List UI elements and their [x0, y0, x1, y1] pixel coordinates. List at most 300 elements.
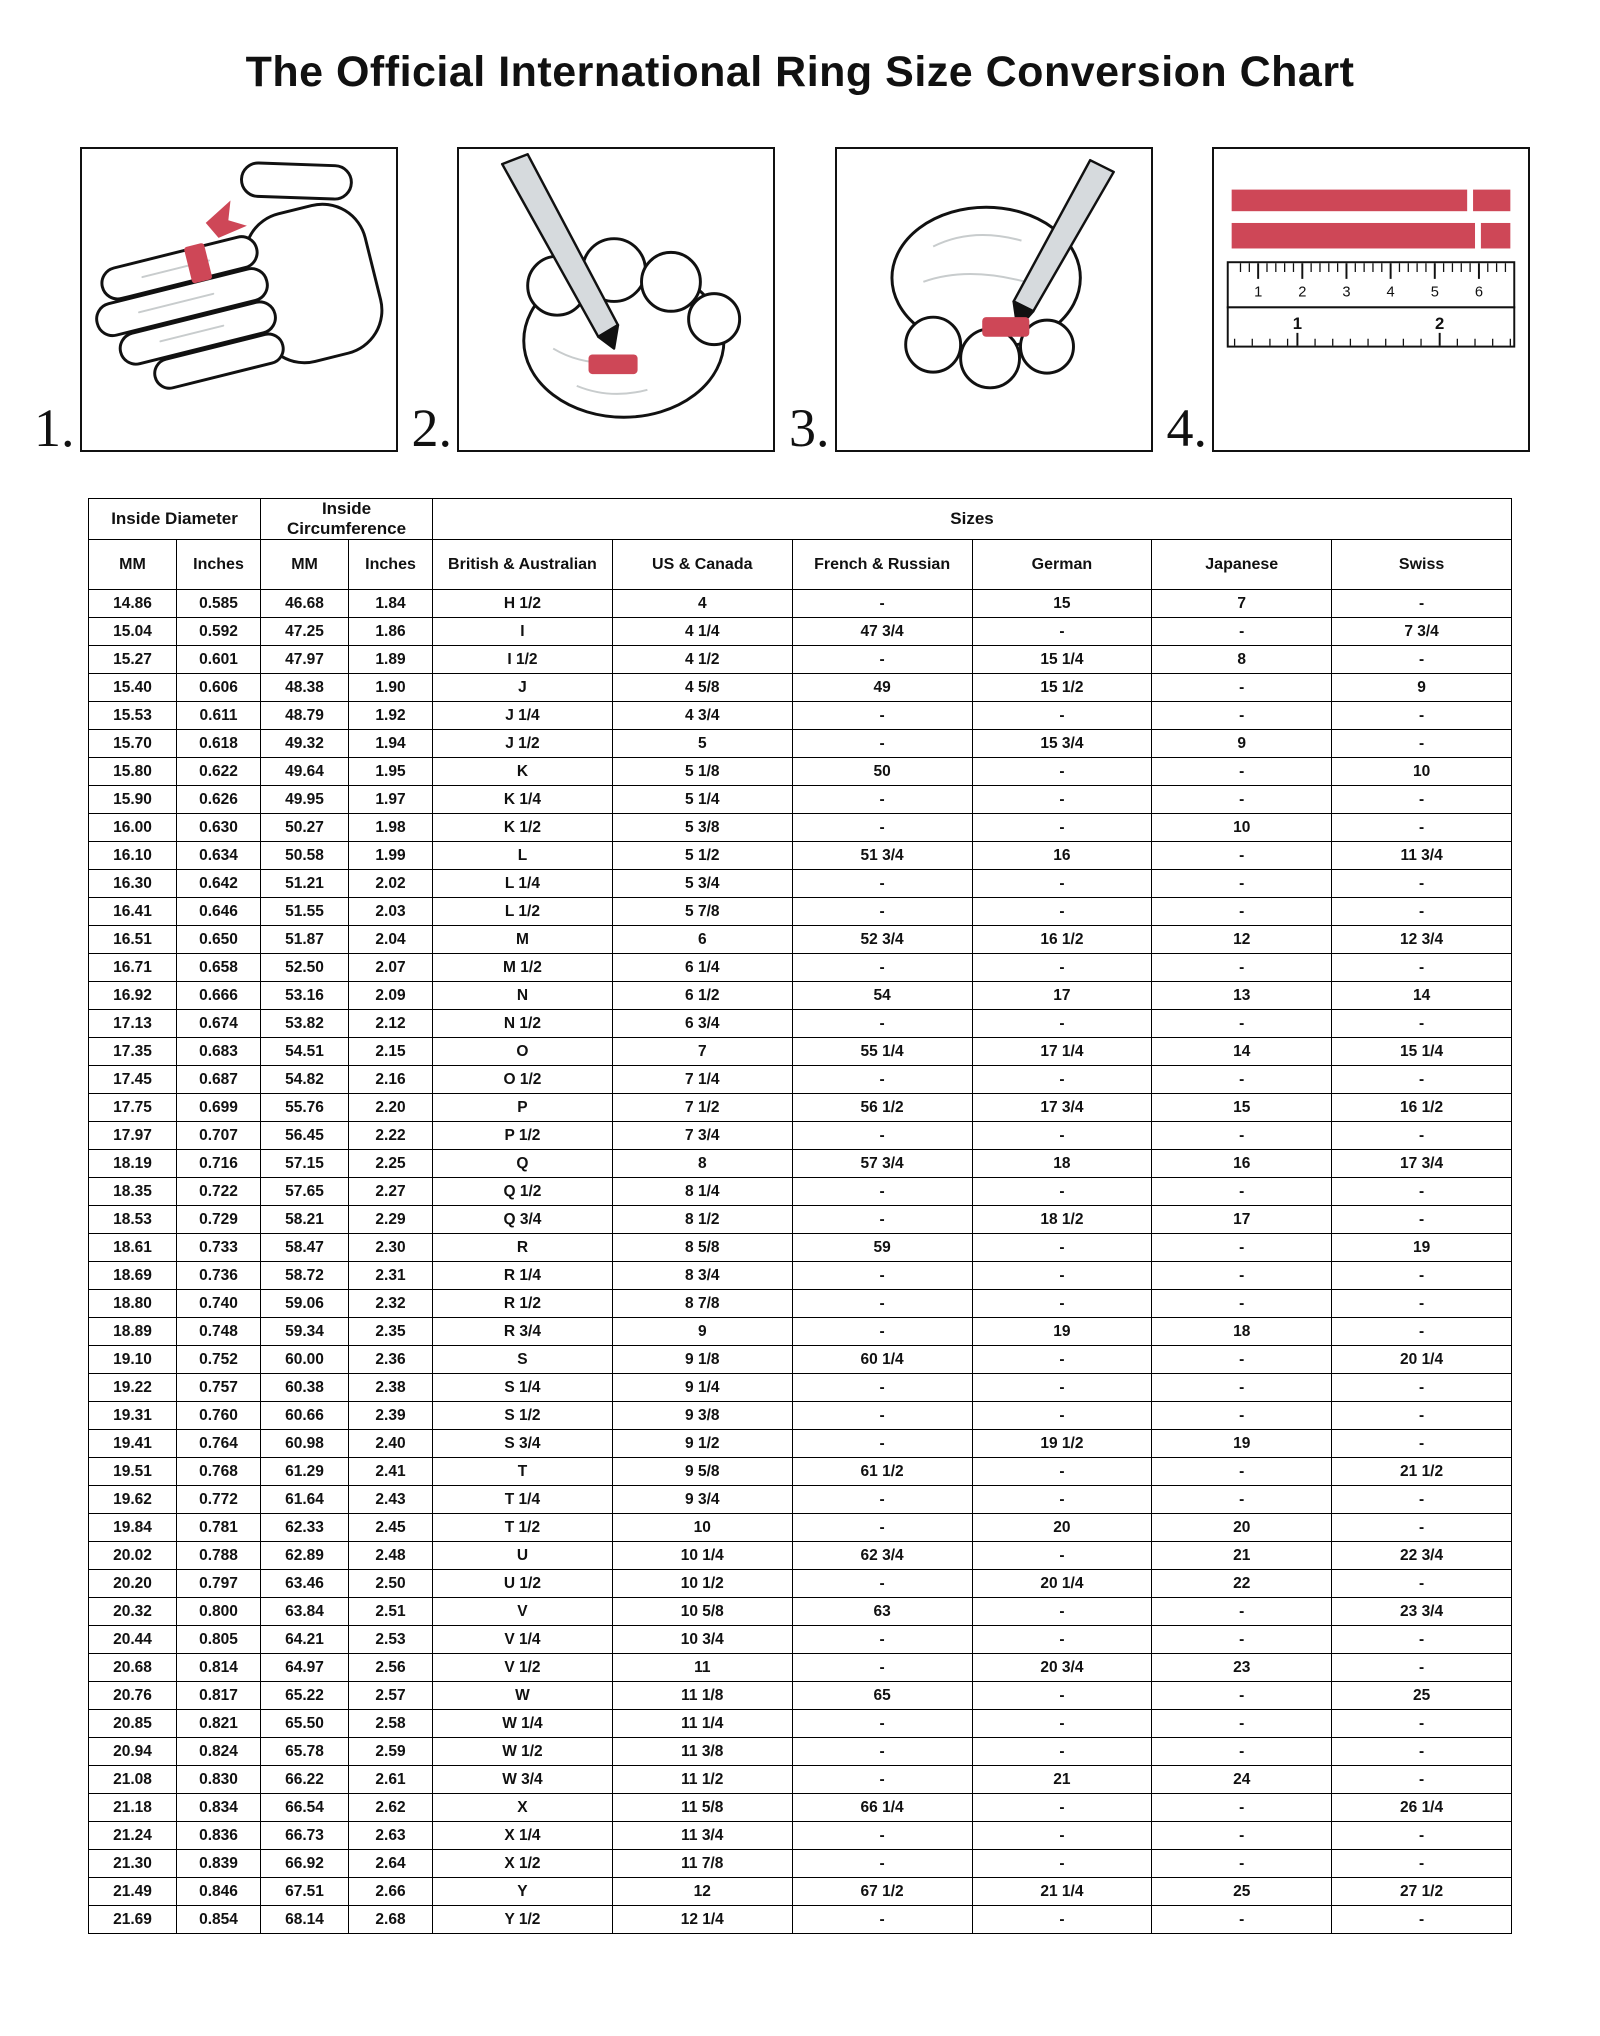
table-cell: T: [433, 1458, 613, 1486]
table-cell: 49.32: [261, 730, 349, 758]
table-cell: P: [433, 1094, 613, 1122]
table-cell: -: [1152, 1682, 1332, 1710]
table-cell: 21.69: [89, 1906, 177, 1934]
column-header: Swiss: [1332, 540, 1512, 590]
table-row: [89, 1570, 1512, 1598]
table-cell: 21: [972, 1766, 1152, 1794]
table-cell: 22 3/4: [1332, 1542, 1512, 1570]
table-cell: 27 1/2: [1332, 1878, 1512, 1906]
table-cell: 61.29: [261, 1458, 349, 1486]
table-cell: 23: [1152, 1654, 1332, 1682]
table-cell: 4 5/8: [612, 674, 792, 702]
table-cell: -: [792, 954, 972, 982]
table-cell: 18: [1152, 1318, 1332, 1346]
table-cell: L 1/4: [433, 870, 613, 898]
table-cell: -: [972, 1598, 1152, 1626]
table-cell: 49: [792, 674, 972, 702]
table-cell: -: [1332, 1374, 1512, 1402]
table-cell: -: [972, 870, 1152, 898]
table-cell: 20.44: [89, 1626, 177, 1654]
table-cell: S 3/4: [433, 1430, 613, 1458]
table-cell: -: [1332, 1654, 1512, 1682]
table-row: [89, 1318, 1512, 1346]
table-cell: 10 3/4: [612, 1626, 792, 1654]
table-cell: -: [1332, 1262, 1512, 1290]
table-cell: 11 1/2: [612, 1766, 792, 1794]
table-cell: -: [792, 1178, 972, 1206]
table-row: [89, 1346, 1512, 1374]
table-cell: 20.32: [89, 1598, 177, 1626]
table-cell: 18 1/2: [972, 1206, 1152, 1234]
table-cell: 55 1/4: [792, 1038, 972, 1066]
table-cell: 0.666: [177, 982, 261, 1010]
table-cell: -: [792, 1122, 972, 1150]
table-cell: 0.834: [177, 1794, 261, 1822]
table-cell: 16.51: [89, 926, 177, 954]
table-cell: 15.90: [89, 786, 177, 814]
column-header: US & Canada: [612, 540, 792, 590]
table-cell: -: [1332, 646, 1512, 674]
ruler-number: 5: [1430, 284, 1439, 301]
table-cell: 16.92: [89, 982, 177, 1010]
table-cell: 15 1/4: [972, 646, 1152, 674]
table-cell: -: [1152, 1346, 1332, 1374]
ring-size-table: [88, 498, 1512, 1934]
table-cell: -: [1152, 758, 1332, 786]
table-cell: 12: [1152, 926, 1332, 954]
table-cell: 49.95: [261, 786, 349, 814]
page-title: The Official International Ring Size Conversion Chart: [245, 48, 1355, 96]
table-cell: 5 1/4: [612, 786, 792, 814]
table-cell: -: [1152, 898, 1332, 926]
table-cell: 62 3/4: [792, 1542, 972, 1570]
table-cell: 11: [612, 1654, 792, 1682]
table-cell: -: [792, 1206, 972, 1234]
table-cell: 47.97: [261, 646, 349, 674]
table-cell: -: [792, 1290, 972, 1318]
hand-outline: [82, 149, 396, 410]
table-cell: 60 1/4: [792, 1346, 972, 1374]
table-cell: 62.89: [261, 1542, 349, 1570]
table-cell: -: [1152, 1598, 1332, 1626]
table-cell: 9 3/8: [612, 1402, 792, 1430]
table-cell: 66.92: [261, 1850, 349, 1878]
table-cell: 2.15: [349, 1038, 433, 1066]
table-cell: -: [1152, 1710, 1332, 1738]
table-cell: I: [433, 618, 613, 646]
table-row: [89, 730, 1512, 758]
table-cell: 2.50: [349, 1570, 433, 1598]
table-cell: 15.27: [89, 646, 177, 674]
table-cell: -: [792, 1066, 972, 1094]
table-cell: 51.21: [261, 870, 349, 898]
table-cell: 67.51: [261, 1878, 349, 1906]
table-cell: 16 1/2: [972, 926, 1152, 954]
table-cell: 47.25: [261, 618, 349, 646]
table-cell: -: [1332, 1906, 1512, 1934]
table-cell: 15.40: [89, 674, 177, 702]
table-cell: -: [1332, 1710, 1512, 1738]
table-cell: J 1/2: [433, 730, 613, 758]
table-row: [89, 1290, 1512, 1318]
column-header: Japanese: [1152, 540, 1332, 590]
table-cell: 1.89: [349, 646, 433, 674]
table-cell: 51.55: [261, 898, 349, 926]
table-cell: 0.748: [177, 1318, 261, 1346]
table-row: [89, 702, 1512, 730]
table-cell: -: [1152, 870, 1332, 898]
table-cell: -: [972, 898, 1152, 926]
table-cell: 0.658: [177, 954, 261, 982]
table-cell: 66.54: [261, 1794, 349, 1822]
table-cell: -: [1152, 1822, 1332, 1850]
table-cell: 60.98: [261, 1430, 349, 1458]
column-header: MM: [89, 540, 177, 590]
table-cell: 17.45: [89, 1066, 177, 1094]
table-cell: 2.22: [349, 1122, 433, 1150]
table-cell: I 1/2: [433, 646, 613, 674]
table-cell: 0.733: [177, 1234, 261, 1262]
table-cell: 0.800: [177, 1598, 261, 1626]
table-cell: 0.642: [177, 870, 261, 898]
table-cell: -: [1332, 730, 1512, 758]
table-cell: 65.78: [261, 1738, 349, 1766]
table-cell: 22: [1152, 1570, 1332, 1598]
table-cell: 2.16: [349, 1066, 433, 1094]
table-cell: 15 3/4: [972, 730, 1152, 758]
table-cell: 7: [612, 1038, 792, 1066]
table-cell: 9 1/4: [612, 1374, 792, 1402]
table-cell: M: [433, 926, 613, 954]
table-cell: -: [1152, 1402, 1332, 1430]
table-cell: -: [1152, 1906, 1332, 1934]
table-cell: 66.73: [261, 1822, 349, 1850]
table-cell: 2.58: [349, 1710, 433, 1738]
table-cell: 21.24: [89, 1822, 177, 1850]
table-cell: -: [792, 786, 972, 814]
table-row: [89, 1654, 1512, 1682]
table-cell: -: [1152, 1262, 1332, 1290]
table-cell: 57 3/4: [792, 1150, 972, 1178]
table-row: [89, 786, 1512, 814]
table-cell: 0.757: [177, 1374, 261, 1402]
table-cell: -: [1152, 1290, 1332, 1318]
table-cell: -: [1332, 1626, 1512, 1654]
table-cell: 11 3/4: [612, 1822, 792, 1850]
table-cell: 11 1/4: [612, 1710, 792, 1738]
table-cell: 15: [1152, 1094, 1332, 1122]
table-cell: 58.47: [261, 1234, 349, 1262]
column-header: German: [972, 540, 1152, 590]
table-cell: -: [972, 1822, 1152, 1850]
table-cell: 57.15: [261, 1150, 349, 1178]
table-cell: 57.65: [261, 1178, 349, 1206]
table-cell: 19: [972, 1318, 1152, 1346]
table-cell: 4 1/4: [612, 618, 792, 646]
table-cell: 10 5/8: [612, 1598, 792, 1626]
table-cell: 2.04: [349, 926, 433, 954]
table-cell: 2.12: [349, 1010, 433, 1038]
table-cell: 5 3/8: [612, 814, 792, 842]
table-cell: 2.68: [349, 1906, 433, 1934]
table-cell: -: [792, 702, 972, 730]
table-row: [89, 1850, 1512, 1878]
table-cell: 17 3/4: [972, 1094, 1152, 1122]
table-cell: T 1/4: [433, 1486, 613, 1514]
table-cell: J: [433, 674, 613, 702]
table-cell: 50: [792, 758, 972, 786]
table-cell: 20: [972, 1514, 1152, 1542]
table-cell: K 1/4: [433, 786, 613, 814]
table-cell: 15.04: [89, 618, 177, 646]
table-cell: 7 1/4: [612, 1066, 792, 1094]
table-cell: 2.29: [349, 1206, 433, 1234]
table-cell: -: [792, 1710, 972, 1738]
table-cell: 20.76: [89, 1682, 177, 1710]
measurement-steps: [34, 147, 1570, 459]
table-cell: -: [792, 870, 972, 898]
step-4-number: 4.: [1166, 398, 1207, 459]
table-row: [89, 982, 1512, 1010]
table-cell: 17: [972, 982, 1152, 1010]
step-2-panel: [457, 147, 775, 452]
table-cell: 19.10: [89, 1346, 177, 1374]
table-cell: H 1/2: [433, 590, 613, 618]
table-cell: 0.722: [177, 1178, 261, 1206]
table-cell: V 1/2: [433, 1654, 613, 1682]
table-cell: Q 3/4: [433, 1206, 613, 1234]
table-cell: 0.611: [177, 702, 261, 730]
table-cell: 0.699: [177, 1094, 261, 1122]
table-cell: 8: [1152, 646, 1332, 674]
table-cell: -: [1152, 1626, 1332, 1654]
table-cell: -: [972, 814, 1152, 842]
table-cell: 65.50: [261, 1710, 349, 1738]
table-cell: -: [1332, 1178, 1512, 1206]
table-cell: 0.788: [177, 1542, 261, 1570]
table-cell: 12: [612, 1878, 792, 1906]
table-cell: -: [792, 1374, 972, 1402]
table-cell: -: [972, 1542, 1152, 1570]
table-cell: -: [972, 786, 1152, 814]
table-cell: 16: [1152, 1150, 1332, 1178]
table-cell: 1.92: [349, 702, 433, 730]
table-row: [89, 1150, 1512, 1178]
table-cell: 4 1/2: [612, 646, 792, 674]
table-cell: -: [1152, 842, 1332, 870]
table-cell: 2.53: [349, 1626, 433, 1654]
table-cell: R 1/4: [433, 1262, 613, 1290]
table-cell: 2.36: [349, 1346, 433, 1374]
table-cell: 0.729: [177, 1206, 261, 1234]
table-cell: 5 1/2: [612, 842, 792, 870]
table-cell: -: [972, 1178, 1152, 1206]
table-cell: 1.95: [349, 758, 433, 786]
table-cell: 54: [792, 982, 972, 1010]
table-cell: 21.08: [89, 1766, 177, 1794]
table-cell: -: [1332, 954, 1512, 982]
table-cell: -: [1332, 1318, 1512, 1346]
ring-band: [589, 354, 638, 374]
group-header-sizes: Sizes: [433, 499, 1512, 540]
table-cell: -: [972, 1402, 1152, 1430]
table-cell: 23 3/4: [1332, 1598, 1512, 1626]
table-cell: -: [1332, 1738, 1512, 1766]
table-cell: -: [1332, 1402, 1512, 1430]
table-cell: 21 1/4: [972, 1878, 1152, 1906]
table-cell: J 1/4: [433, 702, 613, 730]
table-row: [89, 1178, 1512, 1206]
table-cell: 0.606: [177, 674, 261, 702]
ruler-number: 4: [1386, 284, 1395, 301]
table-cell: 17.97: [89, 1122, 177, 1150]
table-row: [89, 758, 1512, 786]
table-cell: 1.86: [349, 618, 433, 646]
table-cell: -: [972, 758, 1152, 786]
table-cell: 10: [1152, 814, 1332, 842]
table-cell: 56 1/2: [792, 1094, 972, 1122]
table-cell: 55.76: [261, 1094, 349, 1122]
table-cell: -: [1152, 1234, 1332, 1262]
table-row: [89, 898, 1512, 926]
table-cell: Y 1/2: [433, 1906, 613, 1934]
step-3-number: 3.: [789, 398, 830, 459]
table-cell: -: [1152, 954, 1332, 982]
table-cell: 20 1/4: [972, 1570, 1152, 1598]
table-cell: 63: [792, 1598, 972, 1626]
table-cell: 0.707: [177, 1122, 261, 1150]
table-cell: 17: [1152, 1206, 1332, 1234]
table-cell: K 1/2: [433, 814, 613, 842]
table-cell: -: [972, 1710, 1152, 1738]
table-cell: N 1/2: [433, 1010, 613, 1038]
table-cell: 64.21: [261, 1626, 349, 1654]
table-cell: 13: [1152, 982, 1332, 1010]
table-cell: 14: [1152, 1038, 1332, 1066]
table-cell: 19: [1152, 1430, 1332, 1458]
table-cell: P 1/2: [433, 1122, 613, 1150]
table-cell: 2.25: [349, 1150, 433, 1178]
ruler-cm: [1228, 262, 1515, 307]
table-cell: Q 1/2: [433, 1178, 613, 1206]
table-cell: R: [433, 1234, 613, 1262]
table-cell: -: [1152, 1010, 1332, 1038]
table-cell: 64.97: [261, 1654, 349, 1682]
ruler-measurement-illustration: [1214, 149, 1528, 450]
table-cell: 18.19: [89, 1150, 177, 1178]
table-row: [89, 1038, 1512, 1066]
table-cell: 15 1/4: [1332, 1038, 1512, 1066]
ruler-number: 3: [1342, 284, 1351, 301]
table-cell: -: [792, 1318, 972, 1346]
table-cell: 0.630: [177, 814, 261, 842]
table-cell: 1.84: [349, 590, 433, 618]
table-row: [89, 1710, 1512, 1738]
table-cell: 2.39: [349, 1402, 433, 1430]
table-row: [89, 1878, 1512, 1906]
table-cell: S 1/4: [433, 1374, 613, 1402]
table-cell: 0.760: [177, 1402, 261, 1430]
table-cell: -: [1152, 1738, 1332, 1766]
step-4: [1166, 147, 1531, 459]
table-cell: 2.62: [349, 1794, 433, 1822]
table-cell: Y: [433, 1878, 613, 1906]
table-cell: -: [1332, 1514, 1512, 1542]
table-cell: -: [1332, 786, 1512, 814]
table-cell: 19.31: [89, 1402, 177, 1430]
table-cell: 6 1/2: [612, 982, 792, 1010]
table-row: [89, 814, 1512, 842]
table-cell: 0.674: [177, 1010, 261, 1038]
table-cell: 25: [1152, 1878, 1332, 1906]
table-cell: 0.618: [177, 730, 261, 758]
table-cell: 25: [1332, 1682, 1512, 1710]
table-cell: 61 1/2: [792, 1458, 972, 1486]
table-cell: 9 5/8: [612, 1458, 792, 1486]
table-cell: -: [972, 618, 1152, 646]
table-cell: -: [972, 1850, 1152, 1878]
table-cell: 1.98: [349, 814, 433, 842]
ruler-number: 6: [1474, 284, 1484, 301]
table-cell: -: [1332, 1206, 1512, 1234]
table-cell: 48.79: [261, 702, 349, 730]
table-cell: -: [972, 1626, 1152, 1654]
hand-outline: [524, 239, 740, 418]
table-cell: -: [1152, 1374, 1332, 1402]
table-cell: 5 3/4: [612, 870, 792, 898]
table-cell: -: [792, 1906, 972, 1934]
table-cell: 15.53: [89, 702, 177, 730]
table-cell: 0.601: [177, 646, 261, 674]
table-cell: 2.40: [349, 1430, 433, 1458]
table-cell: 20 1/4: [1332, 1346, 1512, 1374]
table-cell: 0.740: [177, 1290, 261, 1318]
table-cell: 2.64: [349, 1850, 433, 1878]
table-row: [89, 1066, 1512, 1094]
table-cell: 9 1/2: [612, 1430, 792, 1458]
table-row: [89, 1598, 1512, 1626]
table-row: [89, 1234, 1512, 1262]
step-2-number: 2.: [411, 398, 452, 459]
ring-band: [982, 317, 1029, 337]
table-cell: 2.07: [349, 954, 433, 982]
table-cell: O 1/2: [433, 1066, 613, 1094]
table-cell: -: [792, 730, 972, 758]
table-cell: 18.89: [89, 1318, 177, 1346]
table-cell: 19.51: [89, 1458, 177, 1486]
table-cell: -: [972, 1346, 1152, 1374]
table-cell: -: [792, 1570, 972, 1598]
group-header-inside-circumference: Inside Circumference: [261, 499, 433, 540]
table-cell: -: [792, 814, 972, 842]
table-cell: -: [972, 1262, 1152, 1290]
table-cell: 19.62: [89, 1486, 177, 1514]
table-cell: 50.58: [261, 842, 349, 870]
table-cell: 51.87: [261, 926, 349, 954]
table-cell: -: [1332, 1822, 1512, 1850]
table-cell: 20.68: [89, 1654, 177, 1682]
table-cell: 50.27: [261, 814, 349, 842]
table-cell: 21.49: [89, 1878, 177, 1906]
table-cell: 10 1/2: [612, 1570, 792, 1598]
table-row: [89, 674, 1512, 702]
table-row: [89, 1738, 1512, 1766]
table-row: [89, 926, 1512, 954]
table-cell: -: [1332, 814, 1512, 842]
table-cell: 10: [1332, 758, 1512, 786]
table-row: [89, 1262, 1512, 1290]
table-cell: U 1/2: [433, 1570, 613, 1598]
